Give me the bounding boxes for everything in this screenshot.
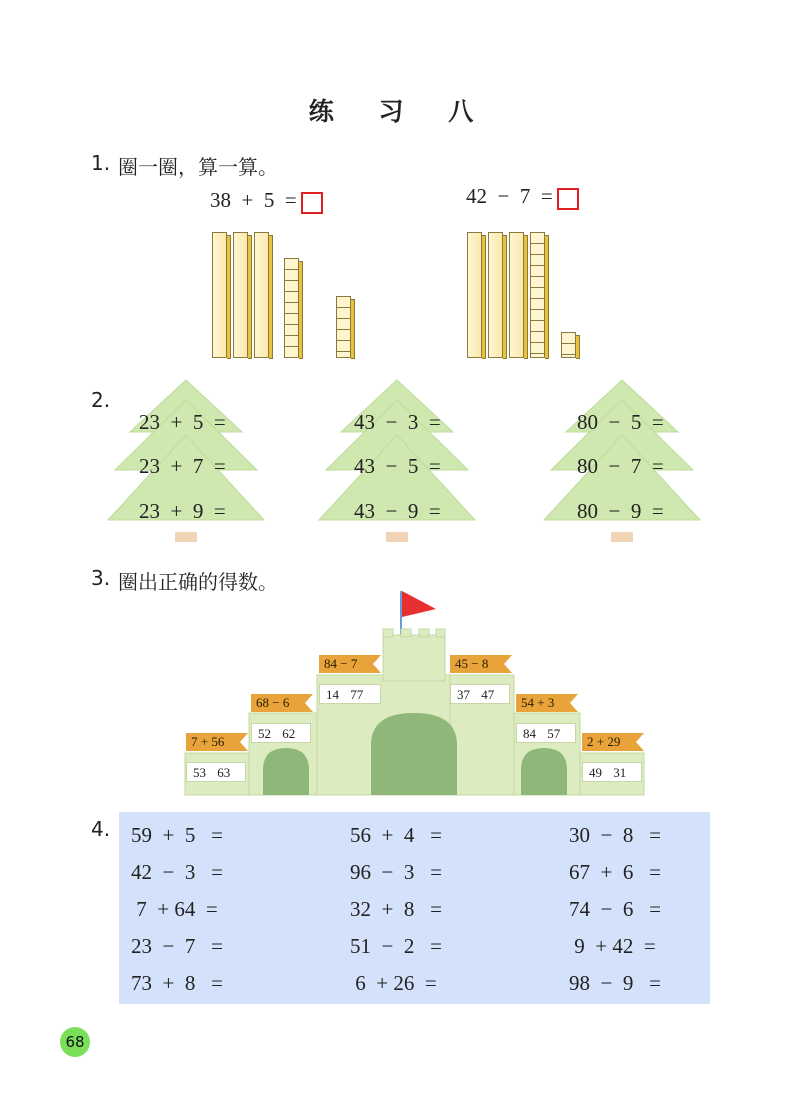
- page-number-badge: 68: [60, 1027, 90, 1057]
- q4-c1-r5: 73 + 8 =: [131, 971, 223, 995]
- castle-flag-2: 68 − 6: [251, 694, 305, 712]
- castle-options-1[interactable]: 53 63: [186, 762, 246, 782]
- q4-c2-r2: 96 − 3 =: [350, 860, 442, 884]
- castle-flag-6: 2 + 29: [582, 733, 636, 751]
- answer-box[interactable]: [557, 188, 579, 210]
- q4-c1-r2: 42 − 3 =: [131, 860, 223, 884]
- castle-options-5[interactable]: 84 57: [516, 723, 576, 743]
- castle-illustration: [0, 585, 800, 800]
- castle-options-4[interactable]: 37 47: [450, 684, 510, 704]
- pennant-flag: [402, 591, 436, 617]
- castle-options-6[interactable]: 49 31: [582, 762, 642, 782]
- castle-options-2[interactable]: 52 62: [251, 723, 311, 743]
- q4-c2-r1: 56 + 4 =: [350, 823, 442, 847]
- unit-cubes-column: [561, 332, 576, 358]
- tree-2-eq-1: 43 − 3 =: [354, 410, 441, 434]
- q4-c1-r3: 7 + 64 =: [131, 897, 218, 921]
- q1-equation-2-text: 42 − 7 =: [466, 184, 553, 208]
- tree-1-eq-2: 23 + 7 =: [139, 454, 226, 478]
- question-4-number: 4.: [91, 817, 111, 841]
- q4-c3-r5: 98 − 9 =: [569, 971, 661, 995]
- question-1-text: 圈一圈，算一算。: [118, 155, 278, 179]
- q4-c3-r3: 74 − 6 =: [569, 897, 661, 921]
- tree-3-eq-3: 80 − 9 =: [577, 499, 664, 523]
- ten-rod: [467, 232, 482, 358]
- tree-3-eq-2: 80 − 7 =: [577, 454, 664, 478]
- q4-c2-r4: 51 − 2 =: [350, 934, 442, 958]
- tree-2-eq-2: 43 − 5 =: [354, 454, 441, 478]
- q4-c3-r1: 30 − 8 =: [569, 823, 661, 847]
- ten-rod: [254, 232, 269, 358]
- ten-rod: [212, 232, 227, 358]
- q4-c3-r2: 67 + 6 =: [569, 860, 661, 884]
- castle-flag-5: 54 + 3: [516, 694, 570, 712]
- q4-c1-r1: 59 + 5 =: [131, 823, 223, 847]
- page-title: 练 习 八: [308, 97, 492, 126]
- question-1-number: 1.: [91, 151, 111, 175]
- q1-equation-1: [210, 188, 323, 214]
- tree-1-eq-3: 23 + 9 =: [139, 499, 226, 523]
- answer-box[interactable]: [301, 192, 323, 214]
- tree-1-eq-1: 23 + 5 =: [139, 410, 226, 434]
- unit-cubes-column: [284, 258, 299, 358]
- q1-equation-2: [466, 184, 579, 210]
- q4-c2-r3: 32 + 8 =: [350, 897, 442, 921]
- castle-flag-4: 45 − 8: [450, 655, 504, 673]
- ten-rod: [233, 232, 248, 358]
- ten-rod-unit-marked: [530, 232, 545, 358]
- castle-options-3[interactable]: 14 77: [319, 684, 381, 704]
- q4-c3-r4: 9 + 42 =: [569, 934, 656, 958]
- question-3-number: 3.: [91, 566, 111, 590]
- q4-c1-r4: 23 − 7 =: [131, 934, 223, 958]
- castle-flag-1: 7 + 56: [186, 733, 240, 751]
- ten-rod: [488, 232, 503, 358]
- tree-3-eq-1: 80 − 5 =: [577, 410, 664, 434]
- q1-equation-1-text: 38 + 5 =: [210, 188, 297, 212]
- unit-cubes-column: [336, 296, 351, 358]
- castle-flag-3: 84 − 7: [319, 655, 373, 673]
- ten-rod: [509, 232, 524, 358]
- q4-c2-r5: 6 + 26 =: [350, 971, 437, 995]
- question-3-text: 圈出正确的得数。: [118, 570, 278, 594]
- question-2-number: 2.: [91, 388, 111, 412]
- tree-2-eq-3: 43 − 9 =: [354, 499, 441, 523]
